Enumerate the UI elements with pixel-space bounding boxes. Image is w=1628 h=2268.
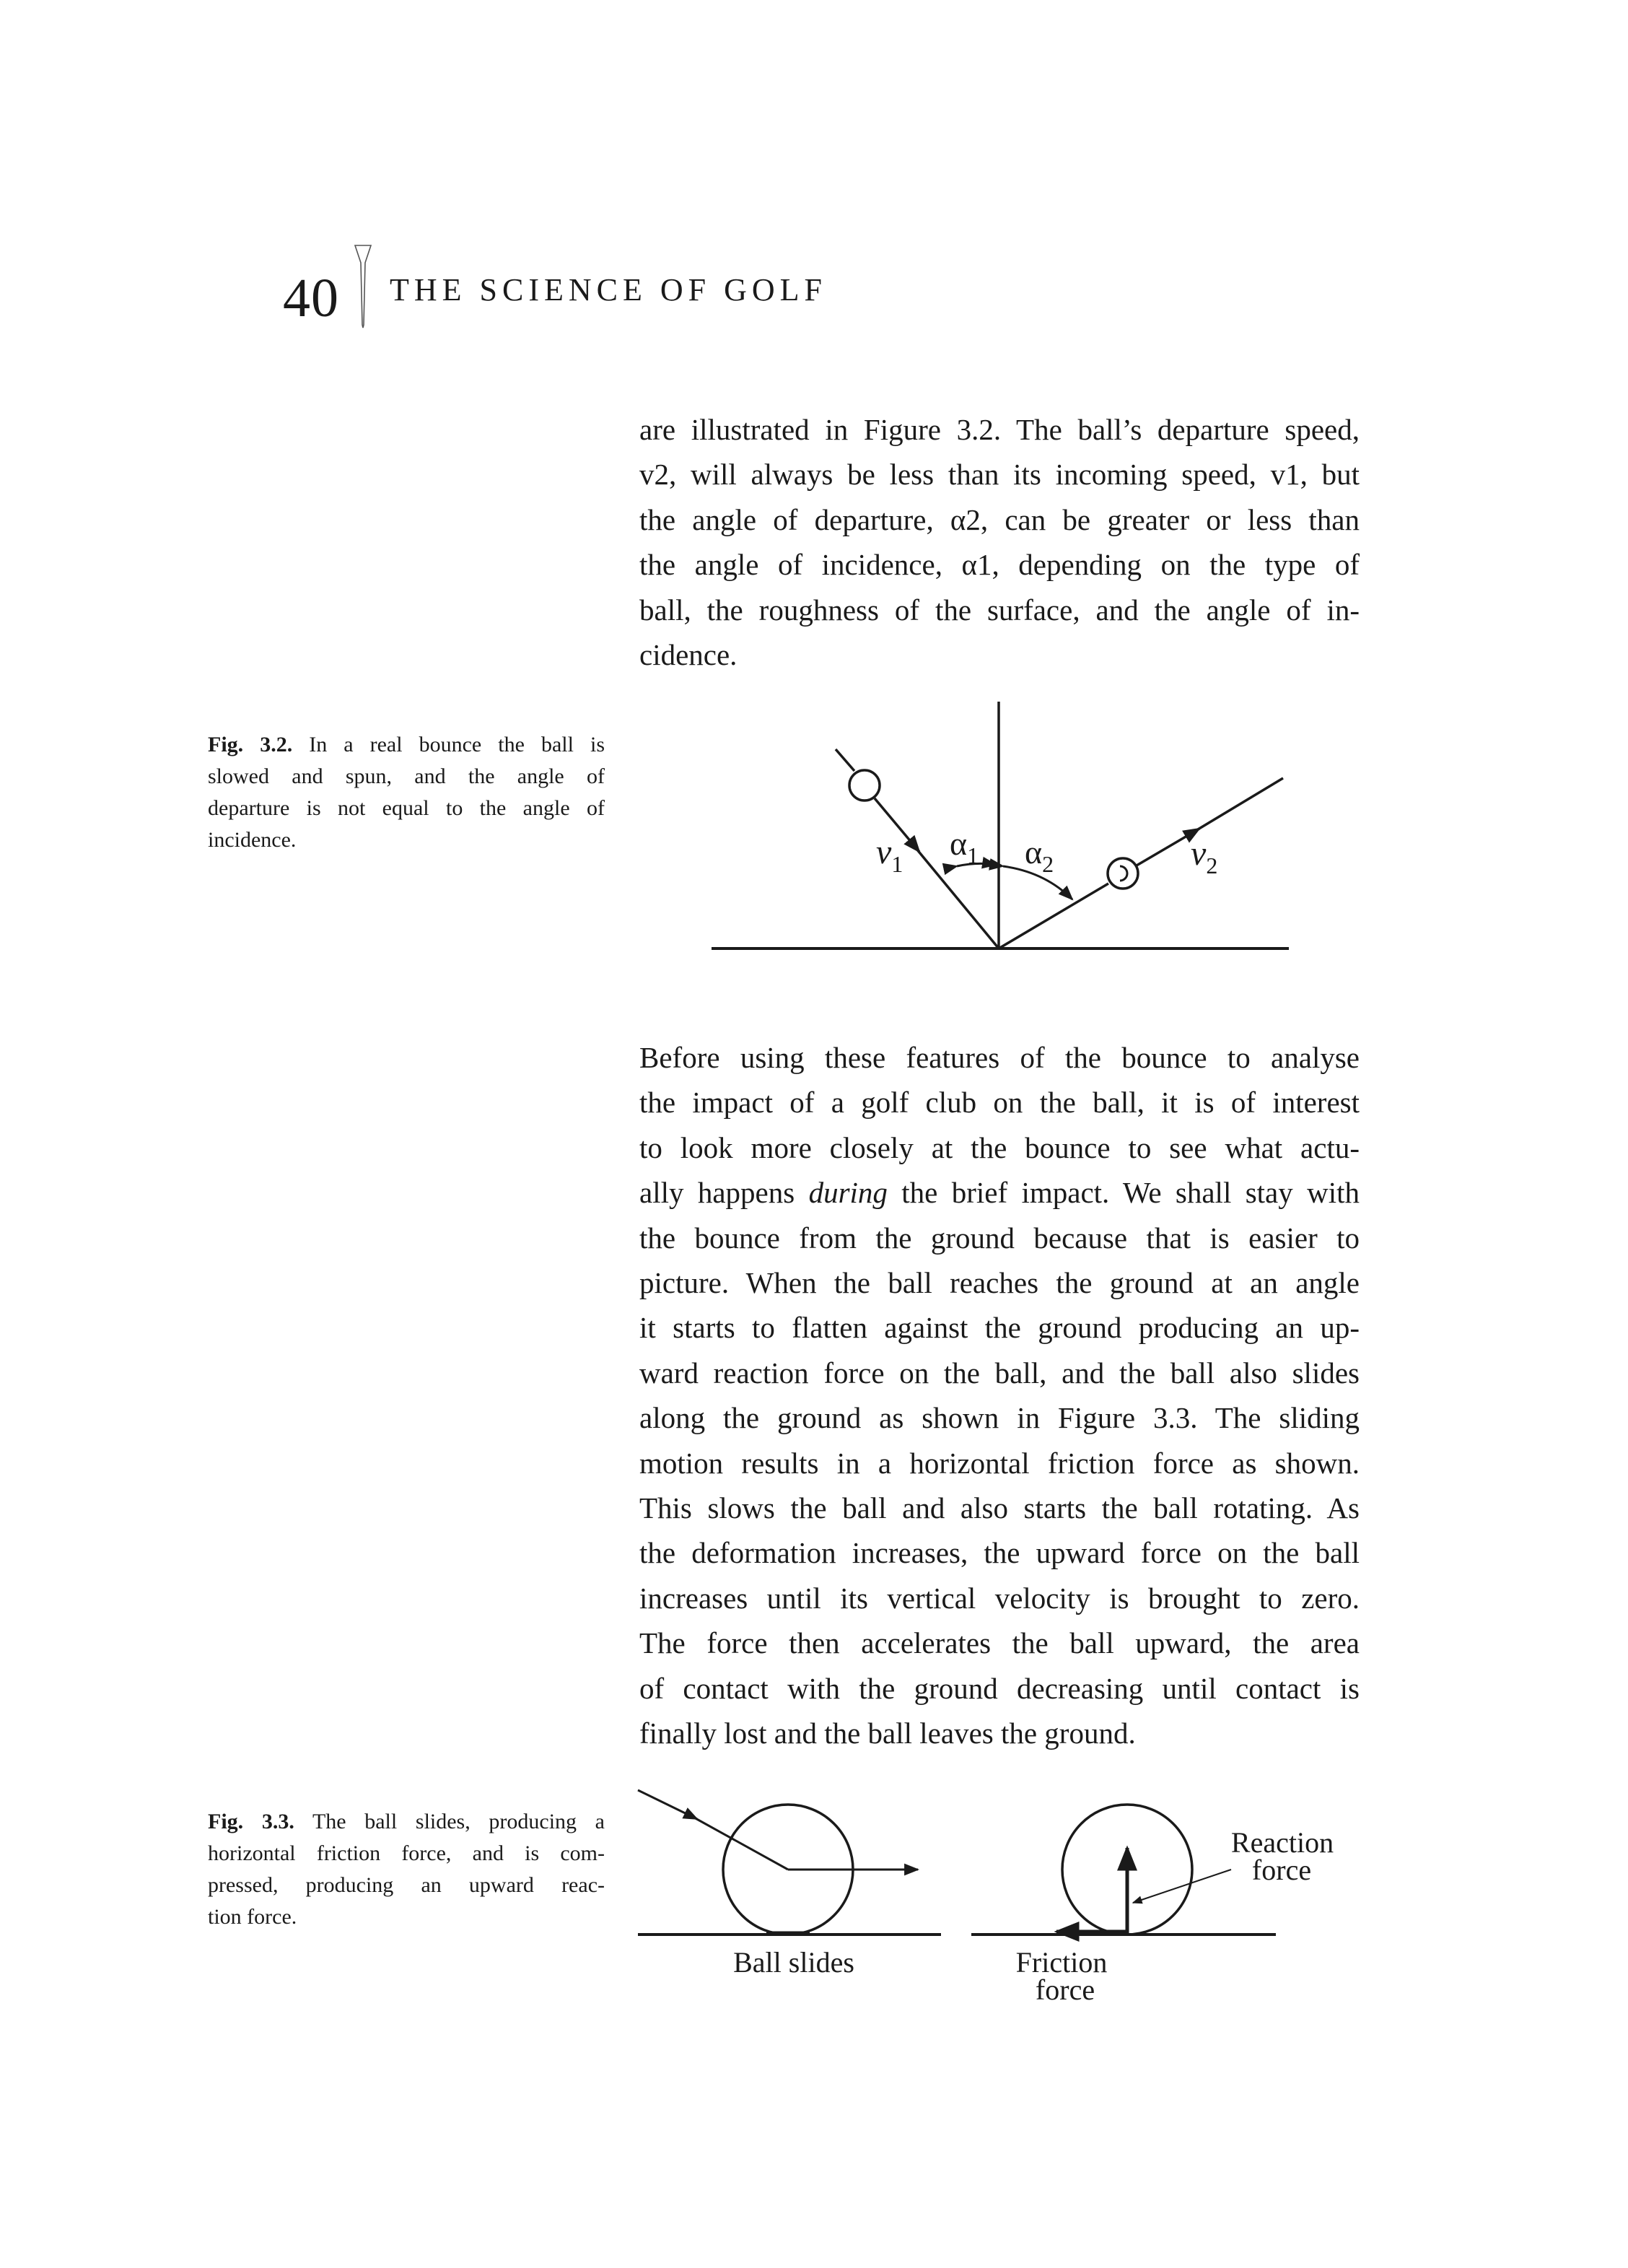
book-title: THE SCIENCE OF GOLF [390, 272, 828, 308]
text-line: the angle of departure, α2, can be greater or less than [639, 502, 1360, 536]
caption-text: horizontal friction force, and is com- [208, 1841, 605, 1865]
text-line: along the ground as shown in Figure 3.3. The sliding [639, 1401, 1360, 1435]
reaction-leader-line [1133, 1870, 1231, 1903]
figure-3-2-caption [208, 729, 605, 856]
text-line: the angle of incidence, α1, depending on the type of [639, 548, 1360, 582]
emphasis: during [808, 1176, 888, 1210]
text-line: picture. When the ball reaches the ground at an angle [639, 1266, 1360, 1300]
text-line: Before using these features of the bounce to analyse [639, 1041, 1360, 1074]
text-line: to look more closely at the bounce to see what actu- [639, 1130, 1360, 1164]
v2-label: $v_2$ [1191, 834, 1218, 878]
figure-label: Fig. 3.2. [208, 733, 293, 756]
text-line: v2, will always be less than its incoming speed, v1, but [639, 458, 1360, 492]
reaction-label: Reaction force [1230, 1826, 1334, 1886]
caption-text: The ball slides, producing a [294, 1810, 605, 1833]
text-line: the bounce from the ground because that is easier to [639, 1221, 1360, 1255]
text-line: increases until its vertical velocity is brought to zero. [639, 1581, 1360, 1615]
incoming-ball [849, 770, 880, 801]
figure-3-2-bounce-diagram [693, 686, 1313, 974]
ball-slides-label: Ball slides [733, 1946, 854, 1979]
text-line: ward reaction force on the ball, and the ball also slides [639, 1356, 1360, 1390]
body-paragraph-2 [639, 1035, 1360, 1756]
golf-tee-icon [354, 244, 372, 329]
caption-text: In a real bounce the ball is [292, 733, 605, 756]
caption-text: incidence. [208, 828, 297, 852]
text-line: the impact of a golf club on the ball, it is of interest [639, 1086, 1360, 1120]
figure-3-3-caption [208, 1806, 605, 1933]
text-line: This slows the ball and also starts the ball rotating. As [639, 1491, 1360, 1525]
text-line: the deformation increases, the upward force on the ball [639, 1536, 1360, 1570]
outgoing-path [999, 884, 1108, 948]
caption-text: departure is not equal to the angle of [208, 796, 605, 820]
body-paragraph-1 [639, 407, 1360, 677]
text-line: motion results in a horizontal friction force as shown. [639, 1446, 1360, 1480]
text-line: of contact with the ground decreasing until contact is [639, 1671, 1360, 1705]
incoming-path [836, 749, 854, 771]
outgoing-spinning-ball [1108, 858, 1138, 889]
text-line: are illustrated in Figure 3.2. The ball’s departure speed, [639, 413, 1360, 446]
text-line: cidence. [639, 638, 738, 672]
v1-label: $v_1$ [876, 833, 903, 877]
text-line: it starts to flatten against the ground producing an up- [639, 1311, 1360, 1345]
outgoing-velocity-arrow [1137, 829, 1199, 865]
friction-label: Friction force [1015, 1946, 1108, 2006]
figure-3-3-sliding-diagram [628, 1776, 1334, 2006]
outgoing-path [1194, 778, 1283, 832]
figure-label: Fig. 3.3. [208, 1810, 294, 1833]
alpha-2-arc [1003, 866, 1072, 899]
incoming-arrow [638, 1790, 697, 1819]
alpha-2-label: $\alpha_2$ [1025, 834, 1054, 877]
text-line: finally lost and the ball leaves the ground. [639, 1717, 1136, 1750]
page-number: 40 [283, 268, 339, 328]
text-line: ball, the roughness of the surface, and the angle of in- [639, 593, 1360, 627]
caption-text: slowed and spun, and the angle of [208, 764, 605, 788]
caption-text: pressed, producing an upward reac- [208, 1873, 605, 1897]
alpha-1-label: $\alpha_1$ [950, 825, 979, 868]
text-line: The force then accelerates the ball upward, the area [639, 1626, 1360, 1660]
caption-text: tion force. [208, 1905, 297, 1929]
text-line: ally happens during the brief impact. We shall stay with [639, 1176, 1360, 1210]
